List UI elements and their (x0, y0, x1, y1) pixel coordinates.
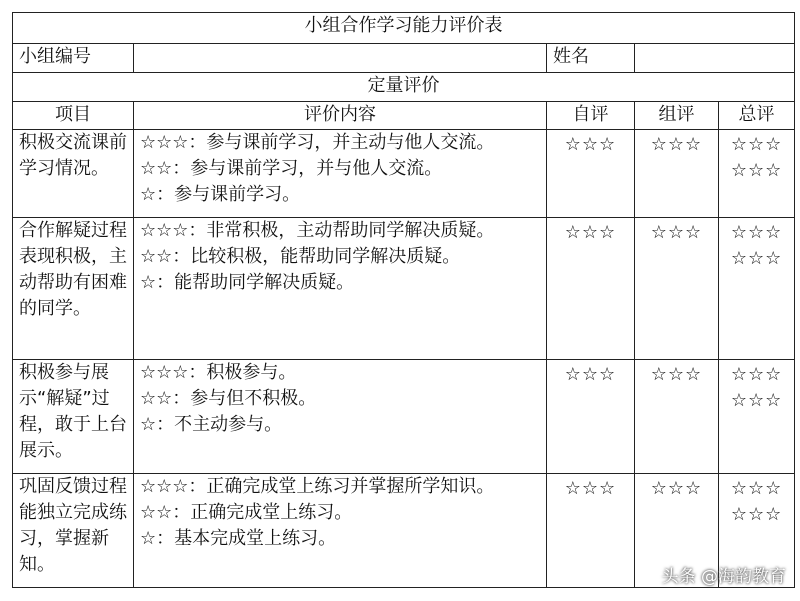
total-stars-line: ☆☆☆ (730, 478, 783, 499)
table-row (13, 218, 795, 360)
content-cell (134, 360, 547, 474)
criterion-1-star: ☆：能帮助同学解决质疑。 (140, 272, 355, 293)
criterion-3-stars: ☆☆☆：非常积极，主动帮助同学解决质疑。 (140, 220, 495, 241)
title-row (13, 13, 795, 44)
total-stars-line: ☆☆☆ (730, 222, 783, 243)
total-stars-line: ☆☆☆ (730, 160, 783, 181)
item-cell: 巩固反馈过程能独立完成练习，掌握新知。 (13, 474, 134, 588)
total-stars-line: ☆☆☆ (730, 134, 783, 155)
total-stars-line: ☆☆☆ (730, 390, 783, 411)
criterion-3-stars: ☆☆☆：正确完成堂上练习并掌握所学知识。 (140, 476, 495, 497)
criterion-2-stars: ☆☆：参与但不积极。 (140, 388, 317, 409)
group-no-field[interactable] (134, 44, 547, 73)
criterion-1-star: ☆：参与课前学习。 (140, 184, 301, 205)
group-rating-stars[interactable]: ☆☆☆ (635, 474, 719, 588)
name-field[interactable] (635, 44, 795, 73)
self-rating-stars[interactable]: ☆☆☆ (547, 474, 635, 588)
name-label: 姓名 (547, 44, 635, 73)
section-label: 定量评价 (13, 73, 795, 102)
criterion-1-star: ☆：不主动参与。 (140, 414, 283, 435)
content-cell (134, 130, 547, 218)
table-row (13, 360, 795, 474)
header-row (13, 102, 795, 130)
total-rating-stars[interactable] (719, 130, 795, 218)
section-row (13, 73, 795, 102)
criterion-3-stars: ☆☆☆：参与课前学习，并主动与他人交流。 (140, 132, 495, 153)
evaluation-table (12, 12, 795, 588)
criterion-2-stars: ☆☆：比较积极，能帮助同学解决质疑。 (140, 246, 461, 267)
group-rating-stars[interactable]: ☆☆☆ (635, 218, 719, 360)
table-title: 小组合作学习能力评价表 (13, 13, 795, 44)
watermark-text: 头条 @海韵教育 (661, 567, 786, 587)
header-group: 组评 (635, 102, 719, 130)
total-rating-stars[interactable] (719, 218, 795, 360)
item-cell: 积极参与展示“解疑”过程，敢于上台展示。 (13, 360, 134, 474)
criterion-2-stars: ☆☆：参与课前学习，并与他人交流。 (140, 158, 443, 179)
content-cell (134, 474, 547, 588)
total-stars-line: ☆☆☆ (730, 248, 783, 269)
total-rating-stars[interactable] (719, 360, 795, 474)
total-stars-line: ☆☆☆ (730, 364, 783, 385)
header-content: 评价内容 (134, 102, 547, 130)
criterion-2-stars: ☆☆：正确完成堂上练习。 (140, 502, 353, 523)
header-item: 项目 (13, 102, 134, 130)
self-rating-stars[interactable]: ☆☆☆ (547, 130, 635, 218)
table-row (13, 130, 795, 218)
info-row (13, 44, 795, 73)
content-cell (134, 218, 547, 360)
self-rating-stars[interactable]: ☆☆☆ (547, 218, 635, 360)
item-cell: 积极交流课前学习情况。 (13, 130, 134, 218)
self-rating-stars[interactable]: ☆☆☆ (547, 360, 635, 474)
criterion-1-star: ☆：基本完成堂上练习。 (140, 528, 337, 549)
item-cell: 合作解疑过程表现积极，主动帮助有困难的同学。 (13, 218, 134, 360)
header-self: 自评 (547, 102, 635, 130)
total-stars-line: ☆☆☆ (730, 504, 783, 525)
group-rating-stars[interactable]: ☆☆☆ (635, 130, 719, 218)
criterion-3-stars: ☆☆☆：积极参与。 (140, 362, 297, 383)
header-total: 总评 (719, 102, 795, 130)
group-no-label: 小组编号 (13, 44, 134, 73)
group-rating-stars[interactable]: ☆☆☆ (635, 360, 719, 474)
